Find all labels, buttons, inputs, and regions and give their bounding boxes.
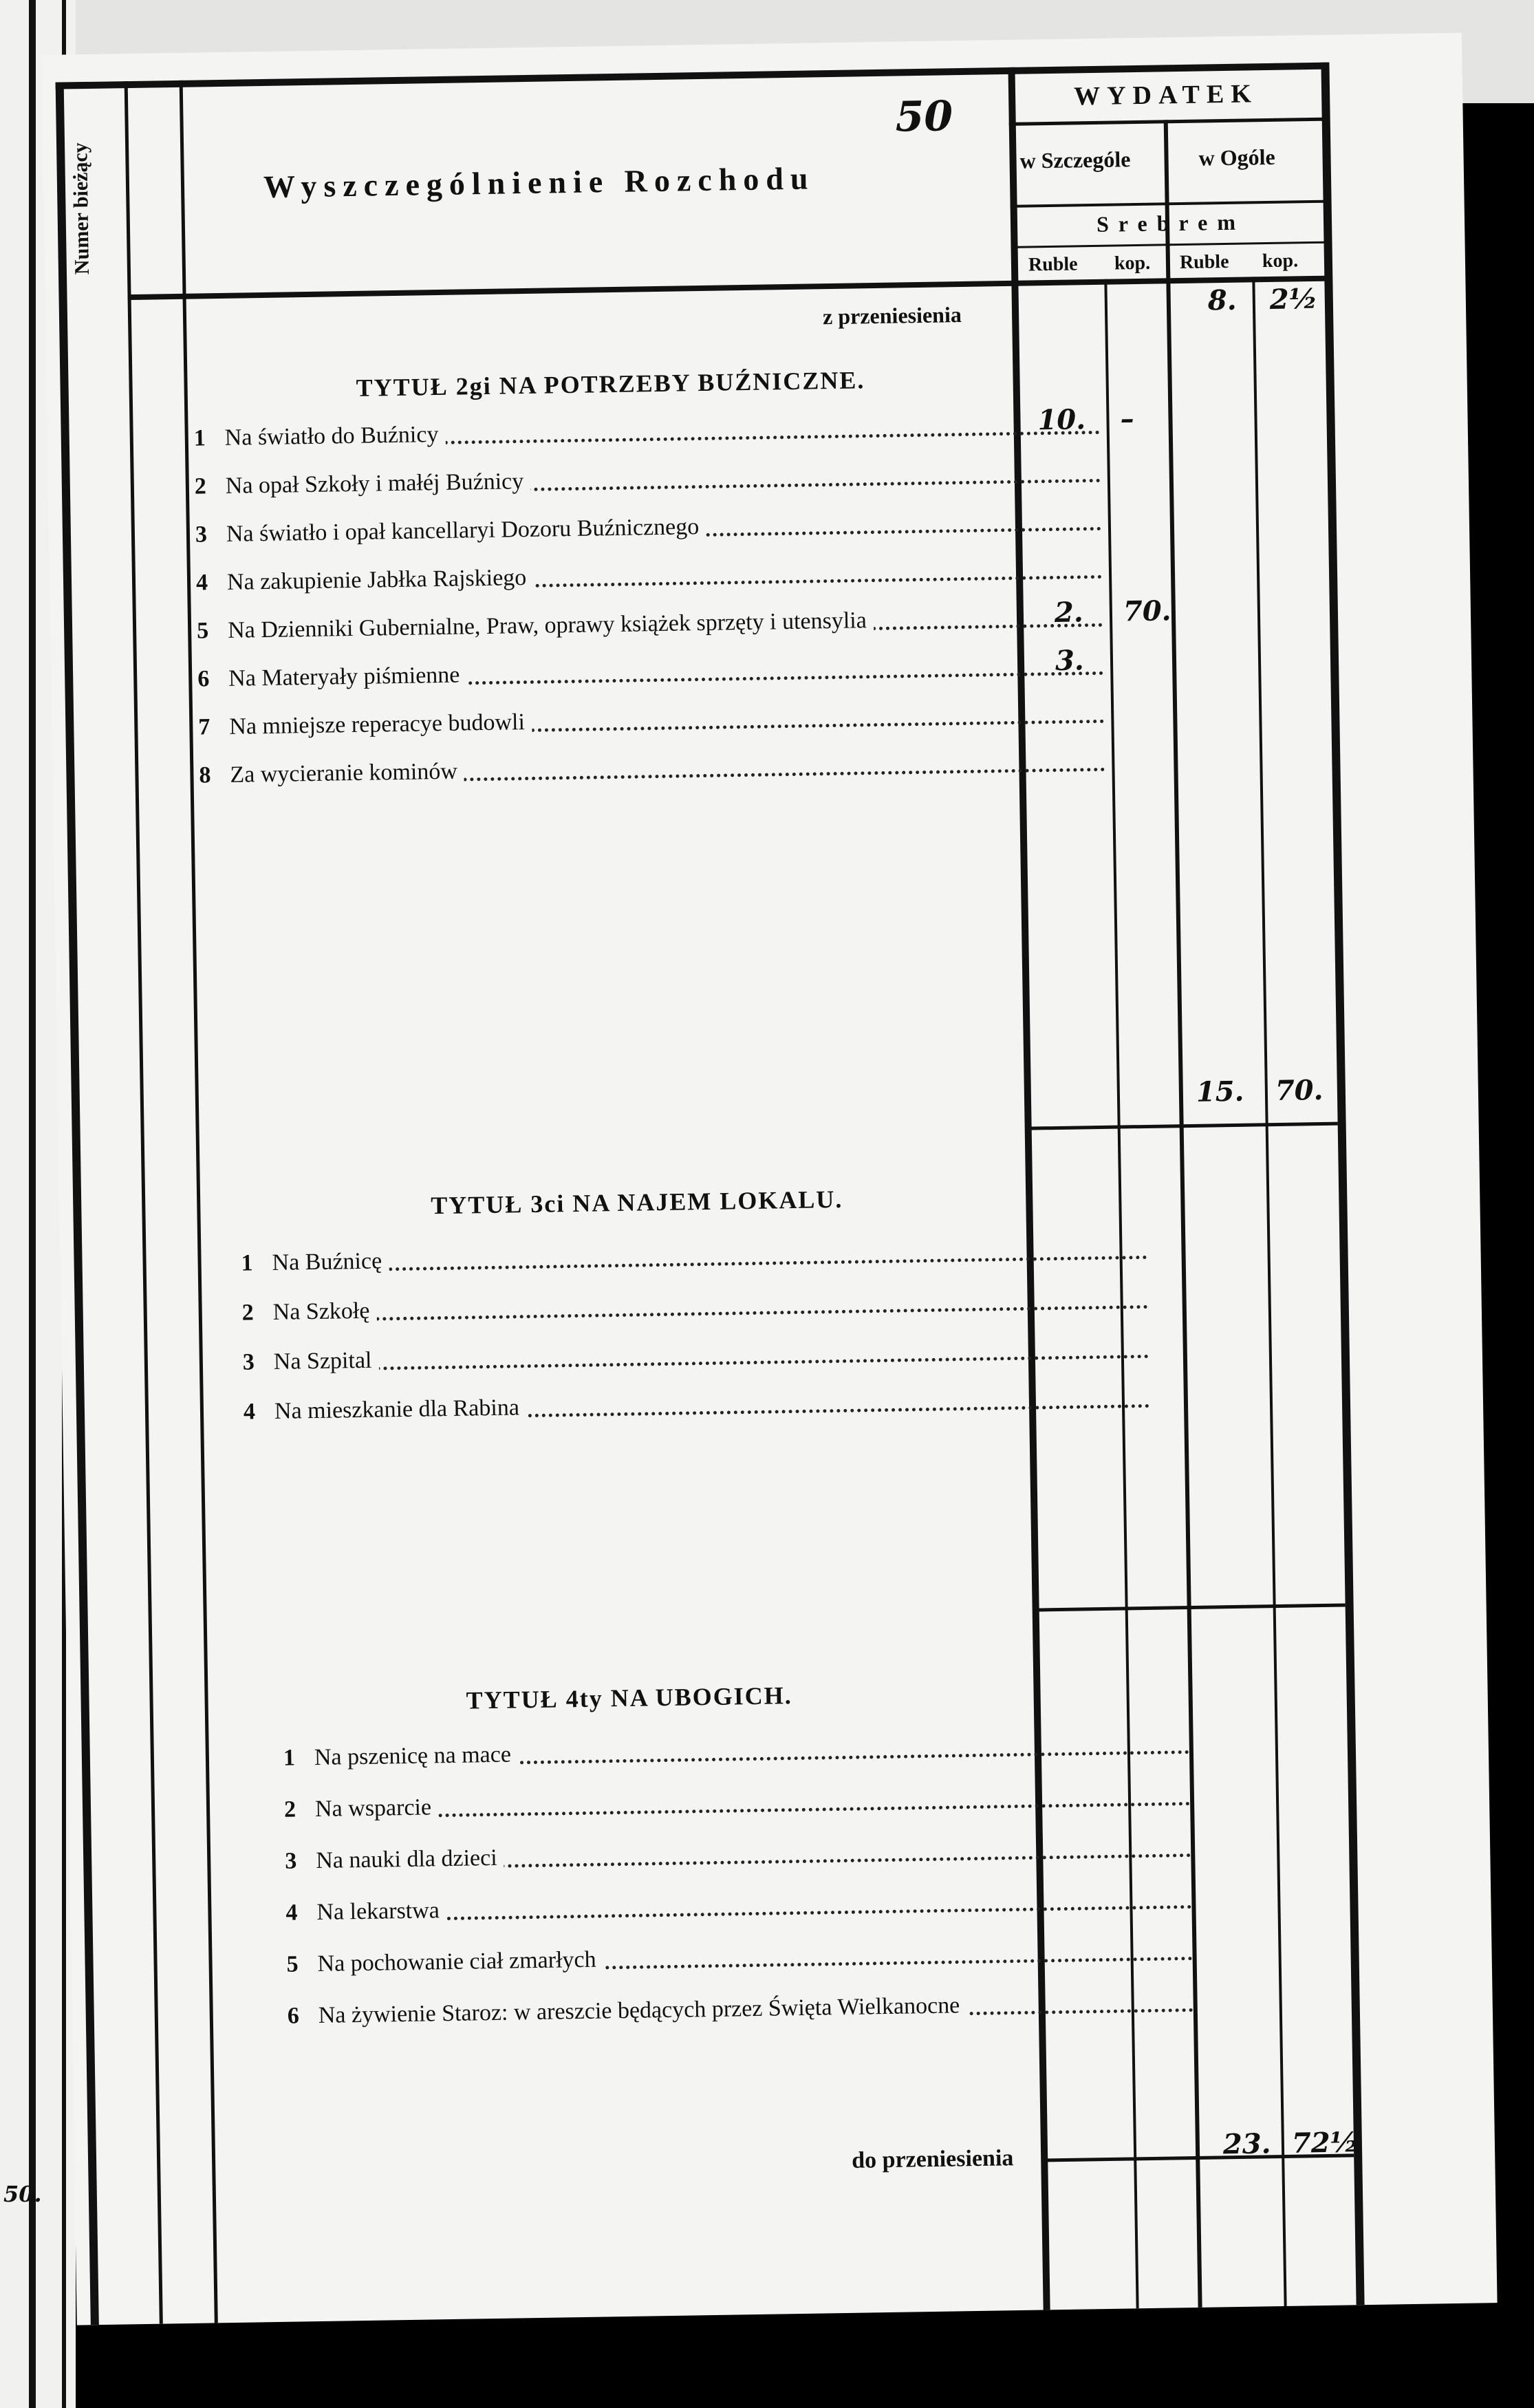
list-item: 5 Na pochowanie ciał zmarłych — [140, 1929, 1193, 1994]
ruble-header: Ruble — [1179, 250, 1229, 274]
section-2-title: TYTUŁ 2gi NA POTRZEBY BUŹNICZNE. — [356, 366, 865, 402]
list-item: 2 Na wsparcie — [138, 1774, 1191, 1839]
title-header: Wyszczególnienie Rozchodu — [263, 160, 815, 204]
amount-rubles: 3. — [1055, 644, 1085, 677]
header-rule — [1011, 241, 1331, 248]
header-rule — [1009, 118, 1329, 126]
ruble-header: Ruble — [1028, 253, 1078, 276]
list-item: 2 Na Szkołę — [95, 1278, 1148, 1342]
section-4-title: TYTUŁ 4ty NA UBOGICH. — [466, 1681, 792, 1714]
kop-header: kop. — [1114, 252, 1151, 275]
numer-biezacy-header: Numer bieżący — [69, 142, 94, 275]
amount-rubles: 10. — [1037, 403, 1086, 437]
section-2-list — [47, 403, 1099, 788]
amount-kopecks: 70. — [1123, 594, 1171, 628]
w-ogole-header: w Ogóle — [1198, 144, 1275, 171]
section-3-title: TYTUŁ 3ci NA NAJEM LOKALU. — [431, 1185, 843, 1220]
list-item: 3 Na Szpital — [96, 1327, 1149, 1392]
list-item: 4 Na lekarstwa — [139, 1878, 1192, 1942]
list-item: 6 Na żywienie Staroz: w areszcie będących przez Święta Wielkanocne — [140, 1981, 1193, 2045]
carry-out-rubles: 23. — [1222, 2127, 1271, 2161]
w-szczegole-header: w Szczególe — [1019, 147, 1131, 173]
header-bottom-rule — [127, 276, 1331, 300]
section-2-total-kopecks: 70. — [1275, 1073, 1324, 1108]
list-item: 1 Na Buźnicę — [94, 1228, 1147, 1293]
section-4-list — [136, 1724, 1120, 2029]
list-item: 2 Na opał Szkoły i małéj Buźnicy — [47, 451, 1101, 516]
dot-leader — [315, 1802, 1190, 1819]
header-rule — [1011, 200, 1330, 208]
carry-in-label: z przeniesienia — [822, 302, 962, 330]
carry-out-kopecks: 72½ — [1291, 2126, 1359, 2160]
section-3-list — [94, 1229, 1112, 1425]
amount-rubles: 2. — [1054, 596, 1084, 629]
list-item: 3 Na nauki dla dzieci — [138, 1826, 1191, 1891]
frame-right-rule — [1321, 63, 1364, 2305]
srebrem-header: Srebrem — [1096, 209, 1246, 237]
dot-leader — [273, 1305, 1148, 1322]
list-item: 5 Na Dzienniki Gubernialne, Praw, oprawy książek sprzęty i utensylia — [50, 596, 1103, 660]
folio-number: 50 — [895, 92, 953, 142]
list-item: 3 Na światło i opał kancellaryi Dozoru Buźnicznego — [49, 499, 1102, 564]
list-item: 7 Na mniejsze reperacye budowli — [52, 692, 1105, 757]
wydatek-header: WYDATEK — [1073, 79, 1259, 111]
list-item: 1 Na pszenicę na mace — [136, 1723, 1189, 1787]
carry-in-rubles: 8. — [1207, 283, 1237, 317]
kop-header: kop. — [1262, 250, 1299, 272]
carry-out-label: do przeniesienia — [851, 2145, 1014, 2173]
amount-column-rule — [1164, 120, 1202, 2308]
list-item: 8 Za wycieranie kominów — [52, 740, 1105, 805]
dot-leader — [272, 1256, 1147, 1273]
amount-kopecks: – — [1120, 402, 1134, 436]
amount-column-rule — [1252, 277, 1286, 2306]
previous-page-rule — [29, 0, 36, 2408]
dot-leader — [274, 1355, 1149, 1372]
list-item: 4 Na zakupienie Jabłka Rajskiego — [50, 548, 1103, 612]
list-item: 6 Na Materyały piśmienne — [51, 644, 1104, 709]
carry-in-kopecks: 2½ — [1269, 282, 1318, 316]
dot-leader — [317, 1905, 1192, 1922]
section-2-total-rubles: 15. — [1196, 1075, 1244, 1108]
ledger-page — [41, 33, 1498, 2325]
margin-note: 50. — [3, 2181, 42, 2207]
list-item: 4 Na mieszkanie dla Rabina — [97, 1377, 1150, 1441]
list-item: 1 Na światło do Buźnicy — [47, 403, 1100, 468]
